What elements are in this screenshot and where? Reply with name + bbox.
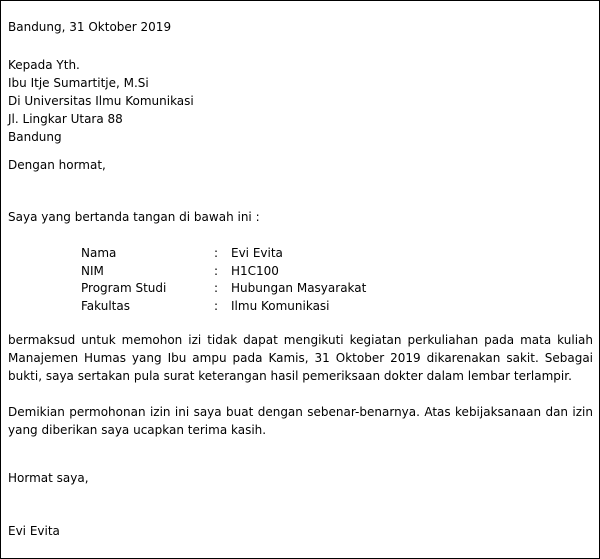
identity-colon: :	[214, 246, 219, 260]
greeting: Dengan hormat,	[8, 158, 106, 172]
identity-value: Evi Evita	[231, 246, 283, 260]
recipient-line: Ibu Itje Sumartitje, M.Si	[8, 76, 149, 90]
identity-colon: :	[214, 263, 219, 278]
identity-value: H1C100	[231, 263, 279, 278]
identity-value: Ilmu Komunikasi	[231, 298, 330, 313]
identity-colon: :	[214, 281, 219, 295]
body-paragraph-1: bermaksud untuk memohon izi tidak dapat mengikuti kegiatan perkuliahan pada mata kuliah Manajemen Humas yang Ibu ampu pada Kamis, 31 Oktober 2019 dikarenakan sakit. Sebagai bukti, saya sertakan pula surat keterangan hasil pemeriksaan dokter dalam lembar terlampir.	[8, 333, 593, 383]
identity-label: NIM	[81, 263, 104, 278]
identity-colon: :	[214, 298, 219, 313]
identity-row	[81, 298, 366, 316]
identity-table	[81, 245, 366, 315]
closing: Hormat saya,	[8, 471, 89, 485]
intro-line: Saya yang bertanda tangan di bawah ini :	[8, 210, 260, 224]
identity-row	[81, 245, 366, 263]
identity-row	[81, 263, 366, 281]
identity-value: Hubungan Masyarakat	[231, 281, 367, 295]
letter-date: Bandung, 31 Oktober 2019	[8, 20, 172, 34]
identity-label: Nama	[81, 246, 117, 260]
recipient-block	[8, 56, 194, 146]
recipient-line: Kepada Yth.	[8, 58, 80, 72]
recipient-line: Jl. Lingkar Utara 88	[8, 112, 123, 126]
identity-label: Program Studi	[81, 281, 167, 295]
signature-name: Evi Evita	[8, 524, 60, 538]
identity-row	[81, 280, 366, 298]
recipient-line: Bandung	[8, 130, 62, 144]
recipient-line: Di Universitas Ilmu Komunikasi	[8, 94, 194, 108]
body-paragraph-2: Demikian permohonan izin ini saya buat dengan sebenar-benarnya. Atas kebijaksanaan dan izin yang diberikan saya ucapkan terima kasih.	[8, 405, 593, 437]
identity-label: Fakultas	[81, 298, 130, 313]
